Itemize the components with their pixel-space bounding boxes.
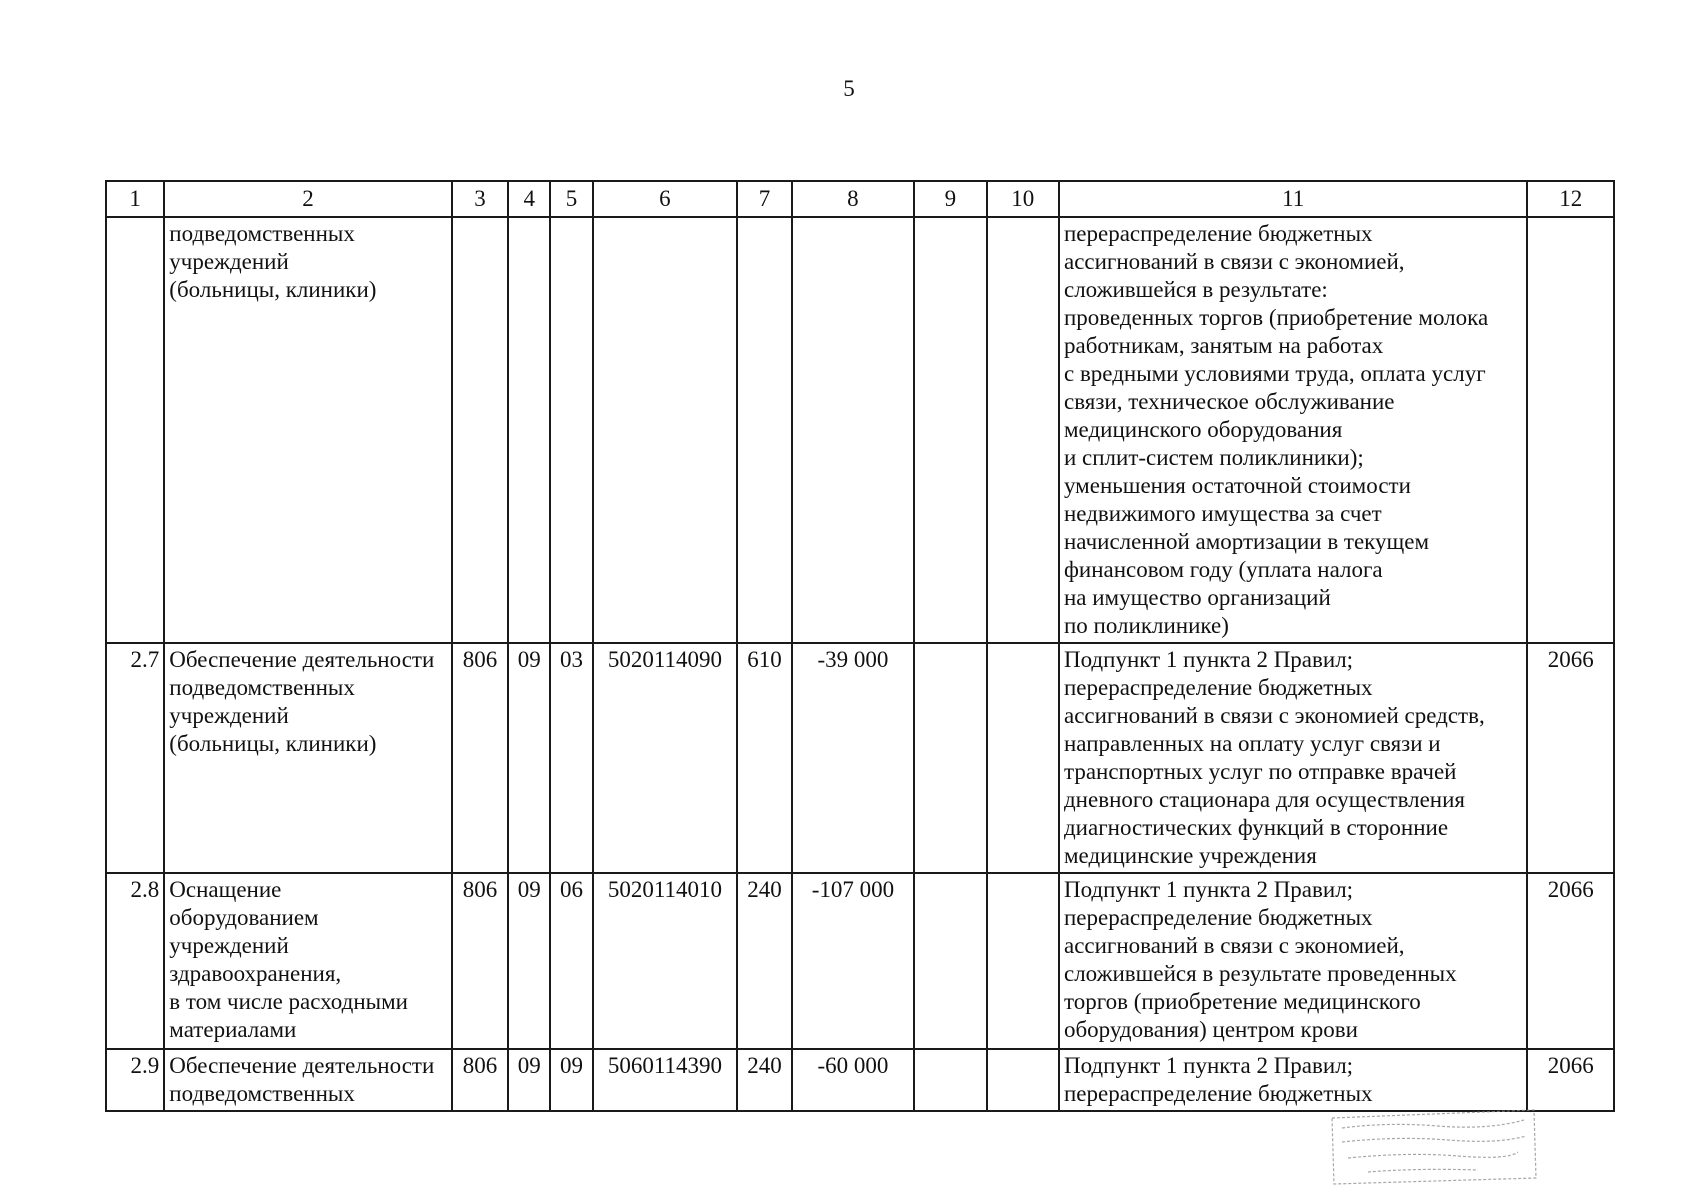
cell-code-3: 806 [452,643,508,873]
cell-code-6: 5060114390 [593,1049,738,1111]
cell-justification: Подпункт 1 пункта 2 Правил; перераспределение бюджетных ассигнований в связи с экономией, сложившейся в результате проведенных торгов (приобретение медицинского оборудования) центром крови [1059,873,1527,1049]
cell-justification: Подпункт 1 пункта 2 Правил; перераспределение бюджетных ассигнований в связи с экономией средств, направленных на оплату услуг связи и транспортных услуг по отправке врачей дневного стационара для осуществления диагностических функций в сторонние медицинские учреждения [1059,643,1527,873]
cell-amount: -39 000 [792,643,915,873]
cell-code-6 [593,217,738,643]
table-row [106,1049,1614,1111]
cell-number [106,217,164,643]
cell-col-12: 2066 [1527,873,1614,1049]
cell-amount [792,217,915,643]
cell-col-9 [914,643,986,873]
cell-code-3: 806 [452,873,508,1049]
cell-number: 2.8 [106,873,164,1049]
header-col-5: 5 [550,181,592,217]
cell-amount: -107 000 [792,873,915,1049]
cell-code-7: 240 [737,873,791,1049]
cell-col-12: 2066 [1527,643,1614,873]
cell-number: 2.9 [106,1049,164,1111]
cell-name: Оснащение оборудованием учреждений здравоохранения, в том числе расходными материалами [164,873,452,1049]
cell-name: Обеспечение деятельности подведомственных учреждений (больницы, клиники) [164,643,452,873]
header-col-11: 11 [1059,181,1527,217]
budget-reallocation-table [105,180,1615,1112]
header-col-12: 12 [1527,181,1614,217]
cell-justification: перераспределение бюджетных ассигнований в связи с экономией, сложившейся в результате: проведенных торгов (приобретение молока работникам, занятым на работах с вредными условиями труда, оплата услуг связи, техническое обслуживание медицинского оборудования и сплит-систем поликлиники); уменьшения остаточной стоимости недвижимого имущества за счет начисленной амортизации в текущем финансовом году (уплата налога на имущество организаций по поликлинике) [1059,217,1527,643]
cell-code-5: 03 [550,643,592,873]
table-row [106,873,1614,1049]
cell-col-12 [1527,217,1614,643]
cell-col-10 [987,1049,1059,1111]
header-col-9: 9 [914,181,986,217]
cell-code-6: 5020114010 [593,873,738,1049]
header-col-8: 8 [792,181,915,217]
registration-stamp-mark [1328,1108,1540,1186]
page-number: 5 [843,76,855,101]
cell-col-10 [987,217,1059,643]
cell-name: подведомственных учреждений (больницы, клиники) [164,217,452,643]
cell-code-5: 06 [550,873,592,1049]
table-row [106,643,1614,873]
header-col-2: 2 [164,181,452,217]
cell-code-7 [737,217,791,643]
cell-col-10 [987,873,1059,1049]
cell-col-9 [914,217,986,643]
cell-code-4 [508,217,550,643]
cell-code-4: 09 [508,873,550,1049]
header-row [106,181,1614,217]
cell-col-12: 2066 [1527,1049,1614,1111]
cell-col-10 [987,643,1059,873]
cell-code-3: 806 [452,1049,508,1111]
cell-name: Обеспечение деятельности подведомственных [164,1049,452,1111]
cell-code-7: 240 [737,1049,791,1111]
cell-col-9 [914,873,986,1049]
cell-code-5: 09 [550,1049,592,1111]
header-col-6: 6 [593,181,738,217]
cell-code-4: 09 [508,1049,550,1111]
header-col-1: 1 [106,181,164,217]
cell-code-3 [452,217,508,643]
cell-code-6: 5020114090 [593,643,738,873]
cell-code-4: 09 [508,643,550,873]
cell-number: 2.7 [106,643,164,873]
header-col-4: 4 [508,181,550,217]
table-row-continuation [106,217,1614,643]
header-col-10: 10 [987,181,1059,217]
cell-code-5 [550,217,592,643]
cell-code-7: 610 [737,643,791,873]
cell-col-9 [914,1049,986,1111]
cell-justification: Подпункт 1 пункта 2 Правил; перераспределение бюджетных [1059,1049,1527,1111]
header-col-3: 3 [452,181,508,217]
cell-amount: -60 000 [792,1049,915,1111]
header-col-7: 7 [737,181,791,217]
